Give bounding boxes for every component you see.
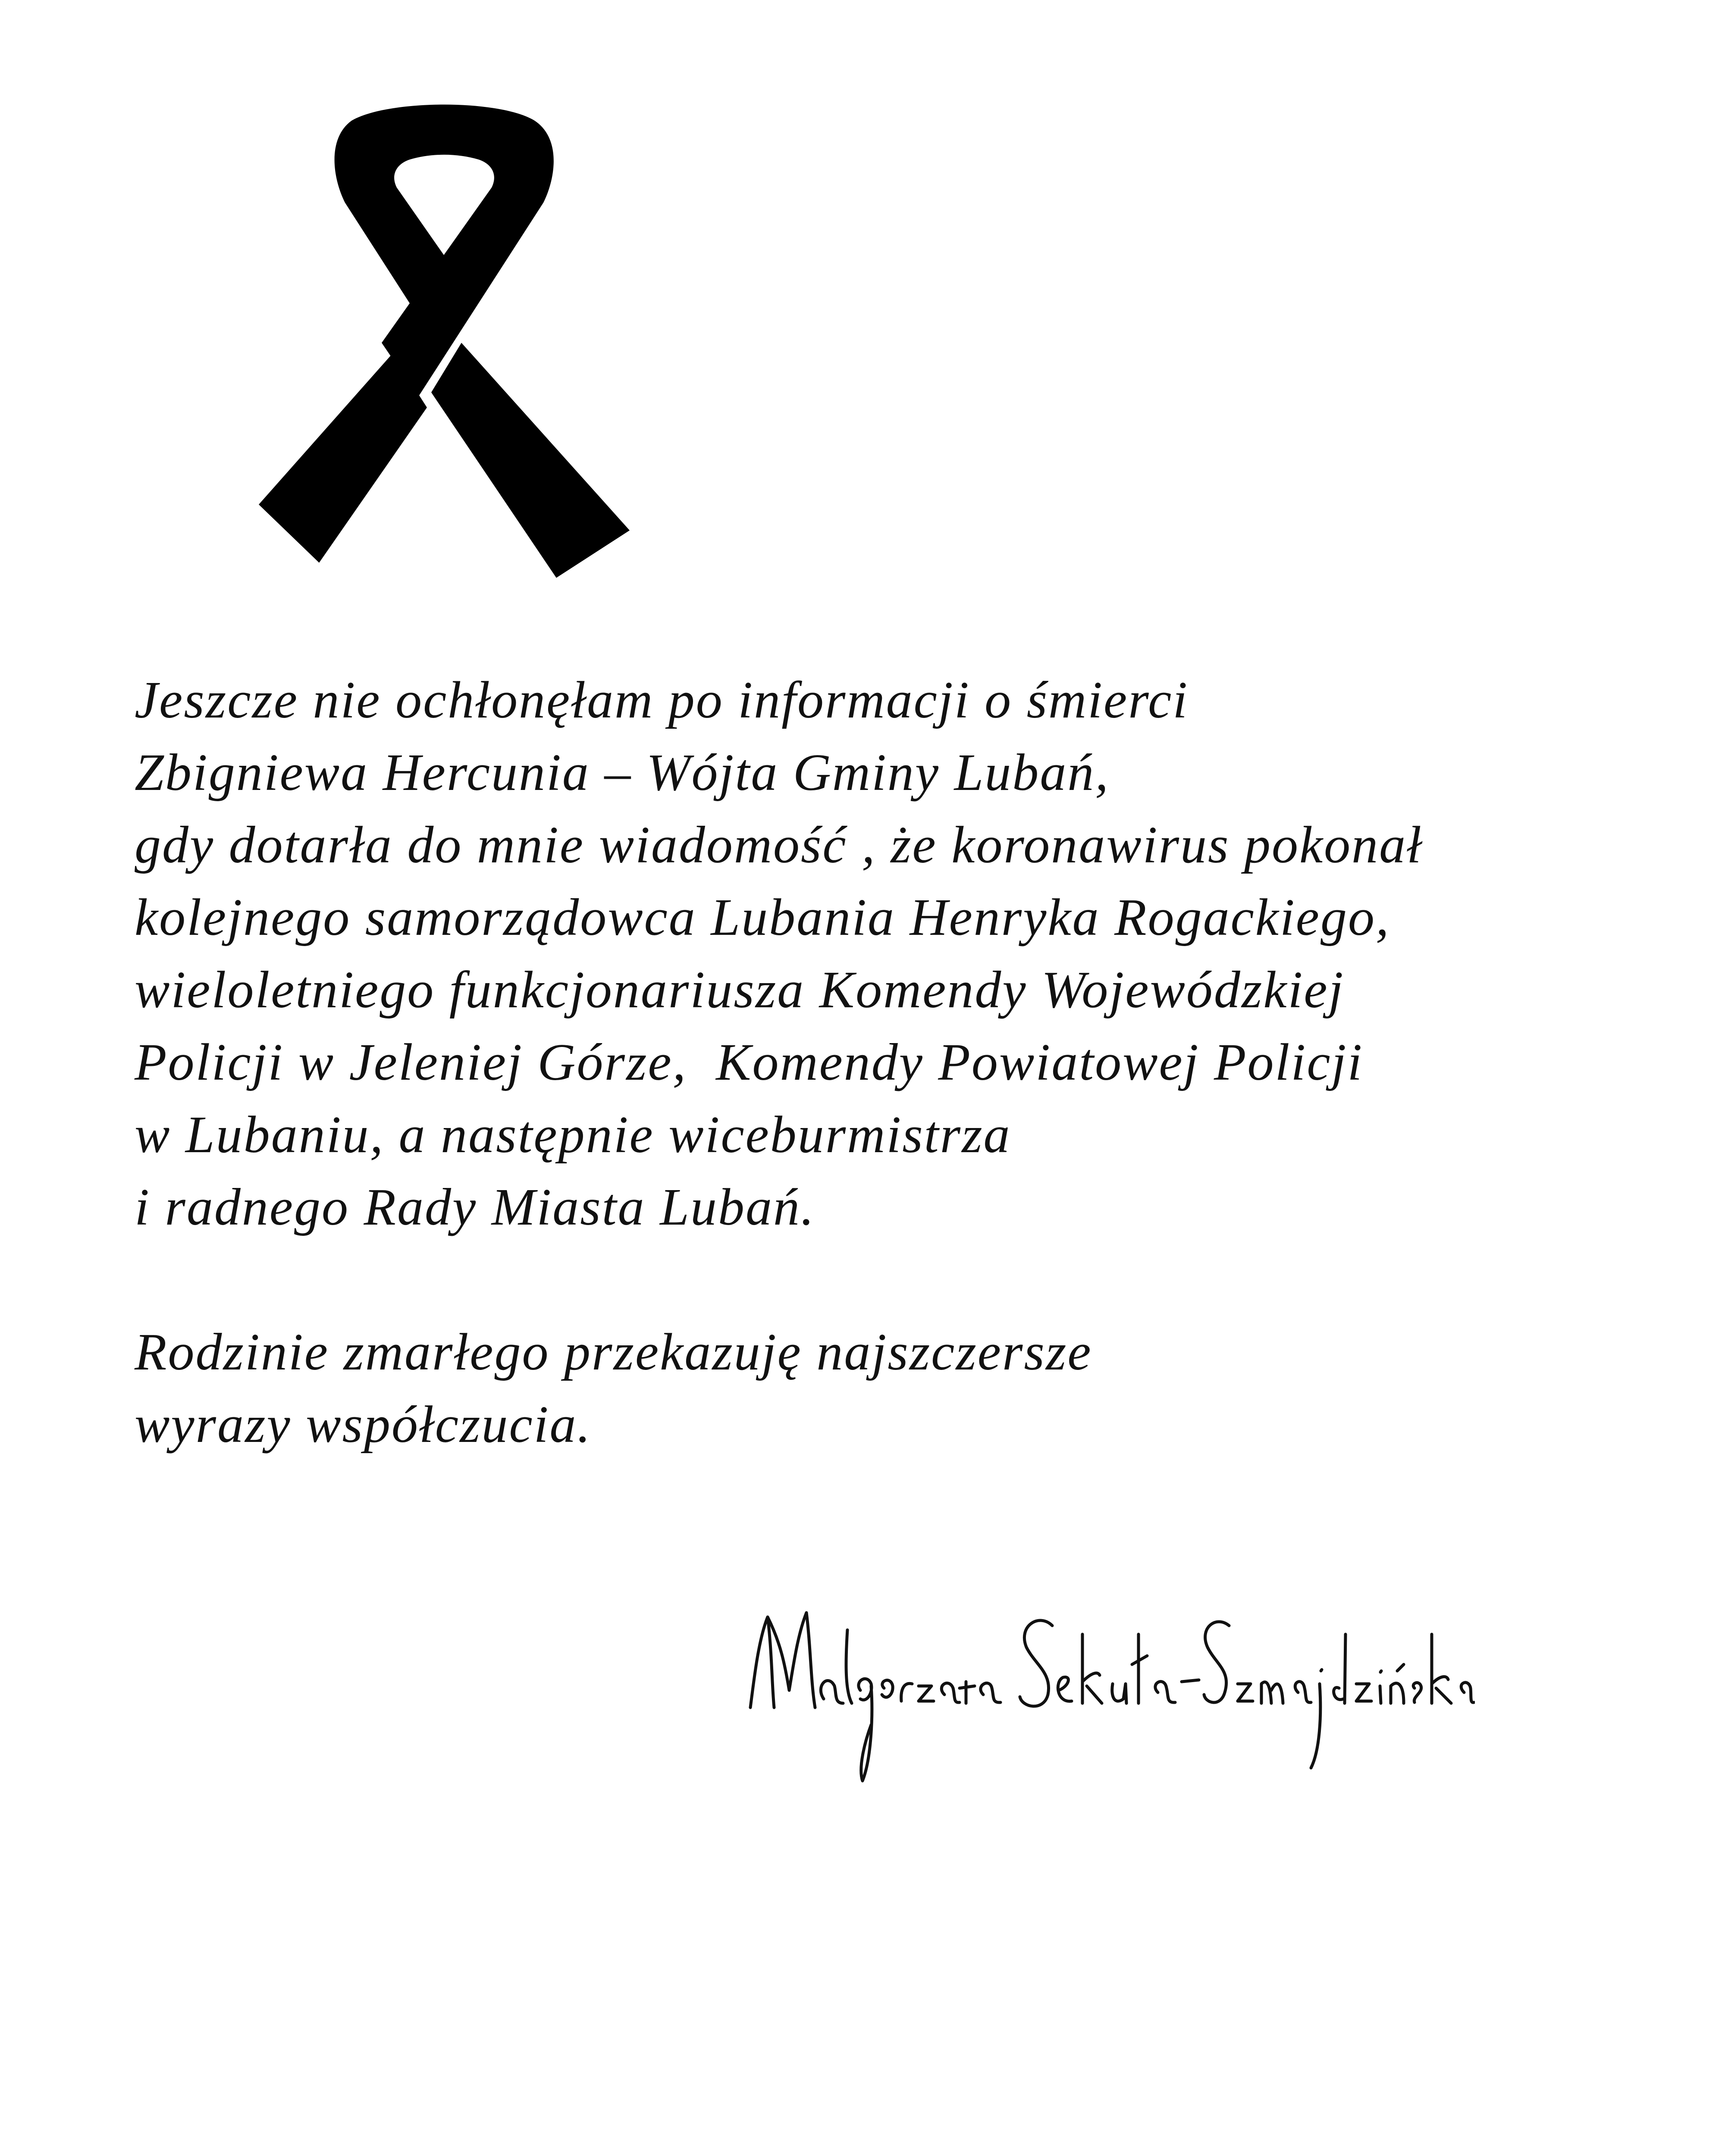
- letter-line: Rodzinie zmarłego przekazuję najszczersze: [135, 1323, 1092, 1381]
- letter-line: wieloletniego funkcjonariusza Komendy Wojewódzkiej: [135, 961, 1345, 1019]
- mourning-ribbon-icon: [259, 95, 630, 578]
- handwritten-signature: [742, 1578, 1475, 1802]
- condolence-letter: [135, 664, 1696, 1461]
- letter-line: w Lubaniu, a następnie wiceburmistrza: [135, 1106, 1011, 1164]
- letter-line: Zbigniewa Hercunia – Wójta Gminy Lubań,: [135, 743, 1110, 802]
- paragraph-gap: [135, 1244, 1696, 1316]
- letter-line: wyrazy współczucia.: [135, 1395, 592, 1454]
- letter-line: Jeszcze nie ochłonęłam po informacji o śmierci: [135, 671, 1189, 729]
- letter-line: kolejnego samorządowca Lubania Henryka Rogackiego,: [135, 888, 1390, 946]
- letter-line: i radnego Rady Miasta Lubań.: [135, 1178, 815, 1236]
- letter-line: Policji w Jeleniej Górze, Komendy Powiatowej Policji: [135, 1033, 1364, 1091]
- letter-line: gdy dotarła do mnie wiadomość , że koronawirus pokonał: [135, 816, 1423, 874]
